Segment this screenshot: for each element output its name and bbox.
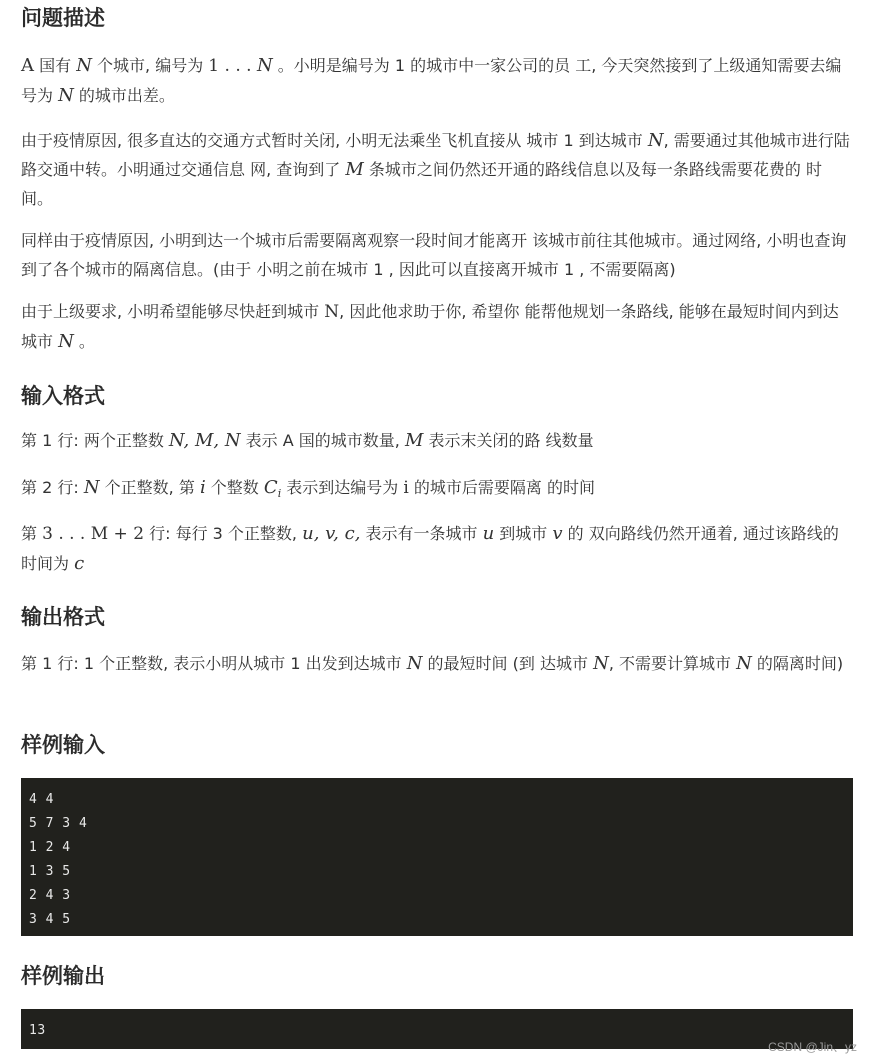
math-n: N (58, 331, 74, 352)
math-n: N (76, 55, 92, 76)
heading-description: 问题描述 (21, 6, 105, 30)
input-format-line-1: 第 1 行: 两个正整数 N, M, N 表示 A 国的城市数量, M 表示末关闭的路 线数量 (21, 430, 594, 451)
heading-input-format: 输入格式 (21, 384, 105, 408)
code-line: 2 4 3 (29, 888, 71, 903)
output-format-line-1: 第 1 行: 1 个正整数, 表示小明从城市 1 出发到达城市 N 的最短时间 (到 达城市 N, 不需要计算城市 N 的隔离时间) (21, 653, 844, 674)
math-uvc: u, v, c, (302, 523, 361, 544)
math-i: i (199, 477, 206, 498)
math-n: N (83, 477, 100, 498)
math-vars: N, M, N (168, 430, 241, 451)
heading-sample-output: 样例输出 (21, 964, 105, 988)
math-v: v (552, 523, 563, 544)
math-n: N (406, 653, 423, 674)
math-range: 1 . . . (208, 56, 257, 76)
sample-output-code-block (21, 1009, 853, 1049)
code-line: 4 4 (29, 792, 54, 807)
code-line: 1 2 4 (29, 840, 71, 855)
input-format-line-3: 第 3 . . . M + 2 行: 每行 3 个正整数, u, v, c, 表示有一条城市 u 到城市 v 的 双向路线仍然开通着, 通过该路线的时间为 c (21, 523, 839, 574)
math-m: M (345, 159, 364, 180)
math-u: u (482, 523, 495, 544)
code-line: 13 (29, 1023, 46, 1038)
math-range: 3 . . . M + 2 (42, 524, 145, 544)
heading-sample-input: 样例输入 (21, 733, 105, 757)
math-n: N (58, 85, 74, 106)
code-line: 3 4 5 (29, 912, 71, 927)
code-line: 1 3 5 (29, 864, 71, 879)
math-m: M (404, 430, 424, 451)
math-n: N (256, 55, 273, 76)
math-a: A (21, 55, 34, 76)
description-paragraph-4: 由于上级要求, 小明希望能够尽快赶到城市 N, 因此他求助于你, 希望你 能帮他规划一条路线, 能够在最短时间内到达城市 N 。 (21, 302, 839, 352)
code-line: 5 7 3 4 (29, 816, 88, 831)
math-ci: C (263, 477, 278, 498)
math-n: N (647, 130, 664, 151)
heading-output-format: 输出格式 (21, 605, 105, 629)
description-paragraph-2: 由于疫情原因, 很多直达的交通方式暂时关闭, 小明无法乘坐飞机直接从 城市 1 到达城市 N, 需要通过其他城市进行陆路交通中转。小明通过交通信息 网, 查询到了 M 条城市之间仍然还开通的路线信息以及每一条路线需要花费的 时间。 (21, 130, 850, 208)
sample-input-code-block (21, 778, 853, 936)
input-format-line-2: 第 2 行: N 个正整数, 第 i 个整数 $C_i$ 表示到达编号为 i 的城市后需要隔离 的时间 (21, 477, 596, 501)
description-paragraph-1: A 国有 N 个城市, 编号为 1 . . . N 。小明是编号为 1 的城市中一家公司的员 工, 今天突然接到了上级通知需要去编号为 N 的城市出差。 (21, 55, 842, 106)
description-paragraph-3: 同样由于疫情原因, 小明到达一个城市后需要隔离观察一段时间才能离开 该城市前往其他城市。通过网络, 小明也查询到了各个城市的隔离信息。(由于 小明之前在城市 1 , 因此可以直接离开城市 1 , 不需要隔离) (21, 231, 847, 279)
math-n: N (736, 653, 752, 674)
math-c: c (74, 553, 85, 574)
math-n: N (593, 653, 609, 674)
csdn-watermark: CSDN @Jin、yz (768, 1040, 857, 1054)
